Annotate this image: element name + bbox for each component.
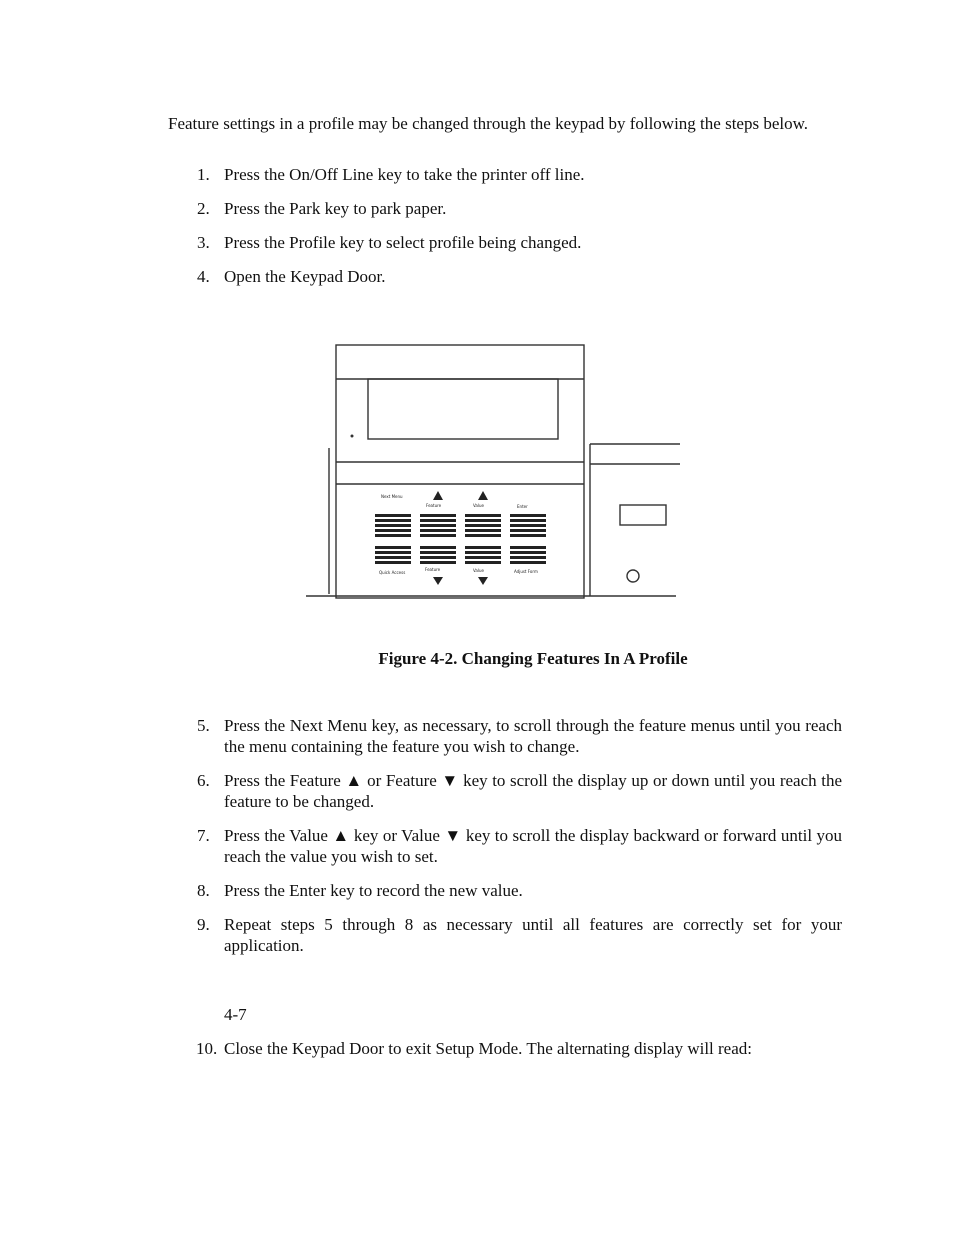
key-feature-up[interactable]	[420, 514, 456, 537]
steps-list-bottom	[168, 715, 842, 969]
list-item	[168, 1038, 842, 1059]
list-item	[168, 198, 842, 219]
key-enter[interactable]	[510, 514, 546, 537]
key-label-enter: Enter	[517, 504, 528, 509]
figure-caption: Figure 4-2. Changing Features In A Profile	[378, 649, 688, 668]
list-item	[168, 825, 842, 867]
step-number: 7.	[197, 826, 210, 845]
key-adjust-form[interactable]	[510, 546, 546, 564]
step-number: 6.	[197, 771, 210, 790]
keypad-figure	[296, 338, 692, 608]
step-number: 5.	[197, 716, 210, 735]
step-text: Press the Enter key to record the new value.	[224, 881, 523, 900]
step-text: Press the Value ▲ key or Value ▼ key to scroll the display backward or forward until you reach the value you wish to set.	[224, 826, 842, 866]
page-number: 4-7	[224, 1005, 247, 1024]
key-value-down[interactable]	[465, 546, 501, 564]
step-text: Press the Park key to park paper.	[224, 199, 447, 218]
step-text: Press the On/Off Line key to take the printer off line.	[224, 165, 585, 184]
step-number: 1.	[197, 165, 210, 184]
value-down-arrow-icon	[478, 577, 488, 585]
list-item	[168, 232, 842, 253]
display-window	[368, 379, 558, 439]
key-label-value-bottom: Value	[473, 568, 484, 573]
step-number: 9.	[197, 915, 210, 934]
step-number: 3.	[197, 233, 210, 252]
step-text: Open the Keypad Door.	[224, 267, 386, 286]
value-up-arrow-icon	[478, 491, 488, 500]
key-label-value-top: Value	[473, 503, 484, 508]
key-feature-down[interactable]	[420, 546, 456, 564]
side-panel-knob	[627, 570, 639, 582]
key-label-feature-top: Feature	[426, 503, 442, 508]
steps-list-top	[168, 164, 842, 300]
step-text: Close the Keypad Door to exit Setup Mode. The alternating display will read:	[224, 1039, 752, 1058]
key-quick-access[interactable]	[375, 546, 411, 564]
step-number: 2.	[197, 199, 210, 218]
list-item	[168, 164, 842, 185]
step-text: Press the Next Menu key, as necessary, to scroll through the feature menus until you reach the menu containing the feature you wish to change.	[224, 716, 842, 756]
list-item	[168, 914, 842, 956]
key-label-adjust-form: Adjust Form	[514, 569, 538, 574]
key-next-menu[interactable]	[375, 514, 411, 537]
feature-up-arrow-icon	[433, 491, 443, 500]
steps-list-last	[168, 1038, 842, 1072]
key-label-next-menu: Next Menu	[381, 494, 403, 499]
step-text: Press the Profile key to select profile being changed.	[224, 233, 582, 252]
list-item	[168, 770, 842, 812]
indicator-dot	[351, 435, 354, 438]
printer-body-outline	[336, 345, 584, 598]
step-text: Repeat steps 5 through 8 as necessary until all features are correctly set for your application.	[224, 915, 842, 955]
step-number: 4.	[197, 267, 210, 286]
key-value-up[interactable]	[465, 514, 501, 537]
step-number: 10.	[196, 1039, 218, 1058]
intro-paragraph: Feature settings in a profile may be changed through the keypad by following the steps below.	[168, 114, 809, 133]
key-label-quick-access: Quick Access	[379, 570, 406, 575]
key-label-feature-bottom: Feature	[425, 567, 441, 572]
list-item	[168, 715, 842, 757]
step-number: 8.	[197, 881, 210, 900]
side-panel-slot	[620, 505, 666, 525]
list-item	[168, 266, 842, 287]
step-text: Press the Feature ▲ or Feature ▼ key to scroll the display up or down until you reach the feature to be changed.	[224, 771, 842, 811]
feature-down-arrow-icon	[433, 577, 443, 585]
list-item	[168, 880, 842, 901]
